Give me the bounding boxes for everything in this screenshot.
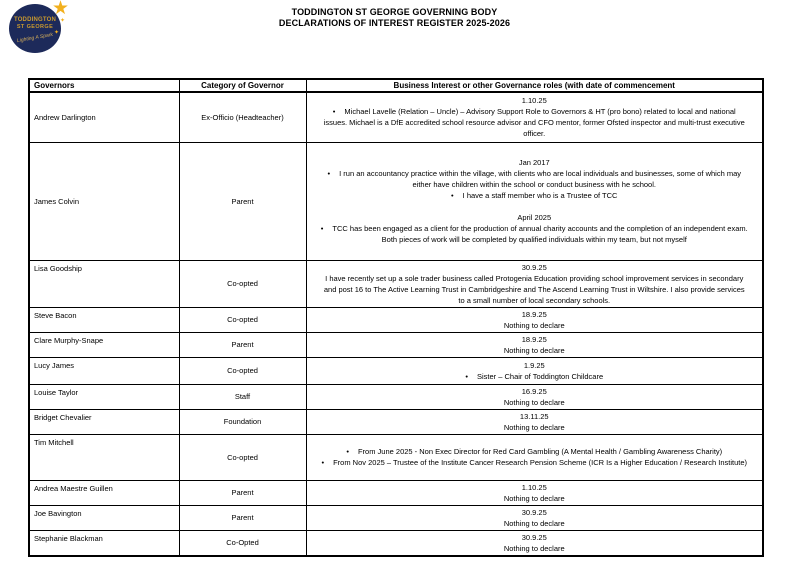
- table-row: [29, 332, 763, 357]
- interest-line: 30.9.25: [521, 532, 547, 542]
- table-row: [29, 434, 763, 480]
- governor-name-cell: Andrew Darlington: [29, 92, 179, 142]
- business-interest-cell: [306, 332, 763, 357]
- business-interest-cell: [306, 357, 763, 384]
- table-row: [29, 409, 763, 434]
- interest-line: 13.11.25: [519, 411, 549, 421]
- bullet-marker: •: [321, 458, 325, 467]
- business-interest-cell: [306, 384, 763, 409]
- interest-line: [321, 201, 749, 212]
- interest-line: Nothing to declare: [503, 518, 565, 528]
- governor-name-cell: Lisa Goodship: [29, 260, 179, 307]
- governor-name-cell: Joe Bavington: [29, 505, 179, 530]
- declarations-register-table: [28, 78, 764, 557]
- governor-category-cell: Foundation: [179, 409, 306, 434]
- bullet-marker: •: [346, 447, 349, 456]
- governor-category-cell: Co-opted: [179, 434, 306, 480]
- table-row: [29, 92, 763, 142]
- governor-name-cell: Lucy James: [29, 357, 179, 384]
- governor-category-cell: Co-opted: [179, 357, 306, 384]
- governor-name-cell: James Colvin: [29, 142, 179, 260]
- interest-line: Nothing to declare: [503, 320, 565, 330]
- interest-line: • Michael Lavelle (Relation – Uncle) – Advisory Support Role to Governors & HT (pro bono) related to local and national issues. Michael is a DfE accredited school resource advisor and CFO mentor, former Ofsted inspector and multi-trust executive officer.: [323, 107, 745, 139]
- table-body: [29, 92, 763, 556]
- governor-name-cell: Stephanie Blackman: [29, 530, 179, 556]
- interest-line: 16.9.25: [521, 386, 547, 396]
- governor-category-cell: Parent: [179, 332, 306, 357]
- star-dot-icon: ✦: [53, 30, 59, 36]
- interest-line: • TCC has been engaged as a client for the production of annual charity accounts and the completion of an independent exam. Both pieces of work will be completed by qualified individuals within my team, but not myself: [320, 224, 748, 244]
- governor-name-cell: Louise Taylor: [29, 384, 179, 409]
- interest-line: Nothing to declare: [503, 543, 565, 553]
- star-dot-icon: ✦: [59, 18, 65, 24]
- business-interest-cell: [306, 530, 763, 556]
- interest-line: • I have a staff member who is a Trustee of TCC: [451, 191, 618, 200]
- logo-school-name: TODDINGTON: [13, 17, 57, 23]
- governor-name-cell: Andrea Maestre Guillen: [29, 480, 179, 505]
- interest-line: I have recently set up a sole trader business called Protogenia Education providing school improvement services in secondary and post 16 to The Active Learning Trust in Cambridgeshire and The Ascend Learning Trust in Wiltshire. I also provide services to a small number of local secondary schools.: [323, 273, 745, 305]
- table-row: [29, 260, 763, 307]
- interest-line: 30.9.25: [521, 262, 547, 272]
- business-interest-cell: [306, 434, 763, 480]
- table-row: [29, 480, 763, 505]
- interest-line: • Sister – Chair of Toddington Childcare: [465, 371, 604, 381]
- business-interest-cell: [306, 260, 763, 307]
- governor-name-cell: Bridget Chevalier: [29, 409, 179, 434]
- interest-line: Nothing to declare: [503, 397, 565, 407]
- header-category: Category of Governor: [179, 79, 306, 92]
- table-header-row: [29, 79, 763, 92]
- governor-category-cell: Co-opted: [179, 307, 306, 332]
- logo-school-name-2: ST GEORGE: [16, 24, 54, 30]
- interest-line: 18.9.25: [521, 309, 547, 319]
- interest-line: April 2025: [517, 213, 552, 222]
- business-interest-cell: [306, 480, 763, 505]
- governor-name-cell: Steve Bacon: [29, 307, 179, 332]
- bullet-marker: •: [327, 169, 331, 178]
- business-interest-cell: [306, 505, 763, 530]
- interest-line: 1.10.25: [521, 96, 547, 106]
- interest-line: 1.10.25: [521, 482, 547, 492]
- business-interest-cell: [306, 409, 763, 434]
- interest-line: • From June 2025 - Non Exec Director for Red Card Gambling (A Mental Health / Gambling Awareness Charity): [346, 447, 723, 456]
- governor-name-cell: Tim Mitchell: [29, 434, 179, 480]
- interest-line: 18.9.25: [521, 334, 547, 344]
- bullet-marker: •: [465, 371, 468, 381]
- document-title: [0, 7, 789, 29]
- bullet-marker: •: [332, 107, 336, 117]
- governor-category-cell: Staff: [179, 384, 306, 409]
- business-interest-cell: [306, 92, 763, 142]
- interest-line: 1.9.25: [523, 360, 545, 370]
- header-business-interest: Business Interest or other Governance roles (with date of commencement: [306, 79, 763, 92]
- table-row: [29, 505, 763, 530]
- governor-category-cell: Parent: [179, 142, 306, 260]
- table-row: [29, 357, 763, 384]
- governor-category-cell: Co-Opted: [179, 530, 306, 556]
- business-interest-cell: [306, 307, 763, 332]
- governor-category-cell: Ex-Officio (Headteacher): [179, 92, 306, 142]
- table-row: [29, 530, 763, 556]
- table-row: [29, 384, 763, 409]
- header-governors: Governors: [29, 79, 179, 92]
- interest-line: • I run an accountancy practice within the village, with clients who are local individuals and businesses, some of which may either have children within the school or conduct business with he school.: [327, 169, 741, 189]
- governor-name-cell: Clare Murphy-Snape: [29, 332, 179, 357]
- table-row: [29, 307, 763, 332]
- governor-category-cell: Co-opted: [179, 260, 306, 307]
- interest-line: • From Nov 2025 – Trustee of the Institute Cancer Research Pension Scheme (ICR Is a Higher Education / Research Institute): [321, 458, 748, 467]
- logo-tagline: Lighting A Spark: [16, 31, 54, 45]
- governor-category-cell: Parent: [179, 480, 306, 505]
- business-interest-cell: [306, 142, 763, 260]
- interest-line: Nothing to declare: [503, 345, 565, 355]
- interest-line: Nothing to declare: [503, 422, 565, 432]
- interest-line: Nothing to declare: [503, 493, 565, 503]
- star-icon: ★: [51, 0, 69, 19]
- table-row: [29, 142, 763, 260]
- title-line-2: DECLARATIONS OF INTEREST REGISTER 2025-2026: [278, 18, 511, 28]
- interest-line: Jan 2017: [518, 158, 550, 167]
- title-line-1: TODDINGTON ST GEORGE GOVERNING BODY: [291, 7, 498, 17]
- bullet-marker: •: [451, 191, 454, 200]
- interest-line: 30.9.25: [521, 507, 547, 517]
- governor-category-cell: Parent: [179, 505, 306, 530]
- bullet-marker: •: [320, 224, 324, 233]
